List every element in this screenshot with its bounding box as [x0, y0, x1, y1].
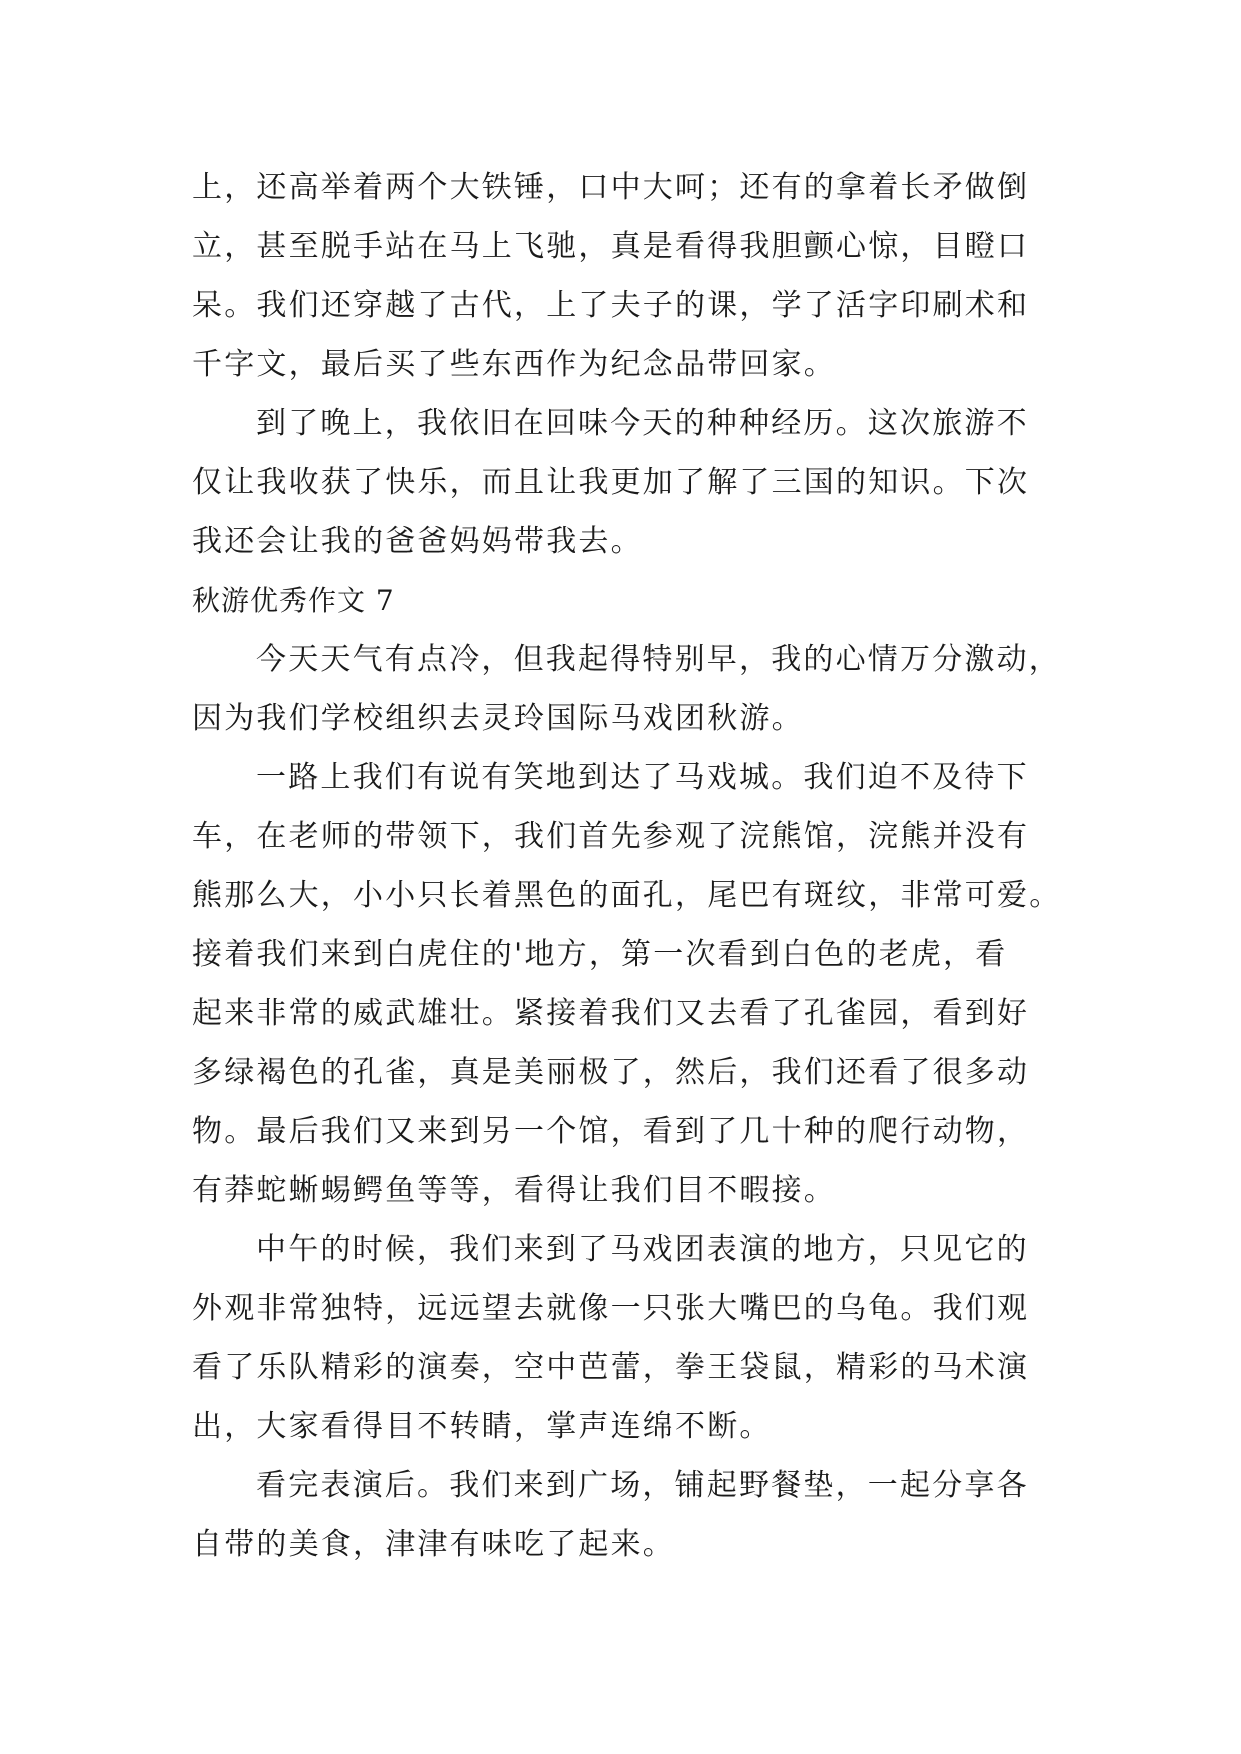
text-line: 看完表演后。我们来到广场，铺起野餐垫，一起分享各 [256, 1468, 1029, 1503]
text-line: 接着我们来到白虎住的'地方，第一次看到白色的老虎，看 [192, 937, 1008, 972]
text-line: 自带的美食，津津有味吃了起来。 [192, 1527, 675, 1562]
text-line: 一路上我们有说有笑地到达了马戏城。我们迫不及待下 [256, 760, 1029, 795]
text-line: 今天天气有点冷，但我起得特别早，我的心情万分激动， [256, 642, 1061, 677]
paragraph [192, 630, 1061, 748]
paragraph [192, 1220, 1052, 1456]
text-line: 立，甚至脱手站在马上飞驰，真是看得我胆颤心惊，目瞪口 [192, 229, 1030, 264]
text-line: 看了乐队精彩的演奏，空中芭蕾，拳王袋鼠，精彩的马术演 [192, 1350, 1030, 1385]
document-body [192, 158, 1062, 1574]
paragraph [192, 158, 1052, 394]
text-line: 到了晚上，我依旧在回味今天的种种经历。这次旅游不 [256, 406, 1029, 441]
text-line: 上，还高举着两个大铁锤，口中大呵；还有的拿着长矛做倒 [192, 170, 1030, 205]
text-line: 有莽蛇蜥蜴鳄鱼等等，看得让我们目不暇接。 [192, 1173, 836, 1208]
text-line: 车，在老师的带领下，我们首先参观了浣熊馆，浣熊并没有 [192, 819, 1030, 854]
paragraph [192, 1456, 1052, 1574]
section-title: 秋游优秀作文 7 [192, 584, 395, 617]
text-line: 我还会让我的爸爸妈妈带我去。 [192, 524, 643, 559]
paragraph [192, 748, 1062, 1220]
text-line: 中午的时候，我们来到了马戏团表演的地方，只见它的 [256, 1232, 1029, 1267]
text-line: 熊那么大，小小只长着黑色的面孔，尾巴有斑纹，非常可爱。 [192, 878, 1062, 913]
text-line: 因为我们学校组织去灵玲国际马戏团秋游。 [192, 701, 804, 736]
paragraph [192, 394, 1052, 571]
text-line: 千字文，最后买了些东西作为纪念品带回家。 [192, 347, 836, 382]
text-line: 仅让我收获了快乐，而且让我更加了解了三国的知识。下次 [192, 465, 1030, 500]
text-line: 呆。我们还穿越了古代，上了夫子的课，学了活字印刷术和 [192, 288, 1030, 323]
text-line: 外观非常独特，远远望去就像一只张大嘴巴的乌龟。我们观 [192, 1291, 1030, 1326]
text-line: 出，大家看得目不转睛，掌声连绵不断。 [192, 1409, 772, 1444]
text-line: 多绿褐色的孔雀，真是美丽极了，然后，我们还看了很多动 [192, 1055, 1030, 1090]
text-line: 起来非常的威武雄壮。紧接着我们又去看了孔雀园，看到好 [192, 996, 1030, 1031]
text-line: 物。最后我们又来到另一个馆，看到了几十种的爬行动物， [192, 1114, 1030, 1149]
